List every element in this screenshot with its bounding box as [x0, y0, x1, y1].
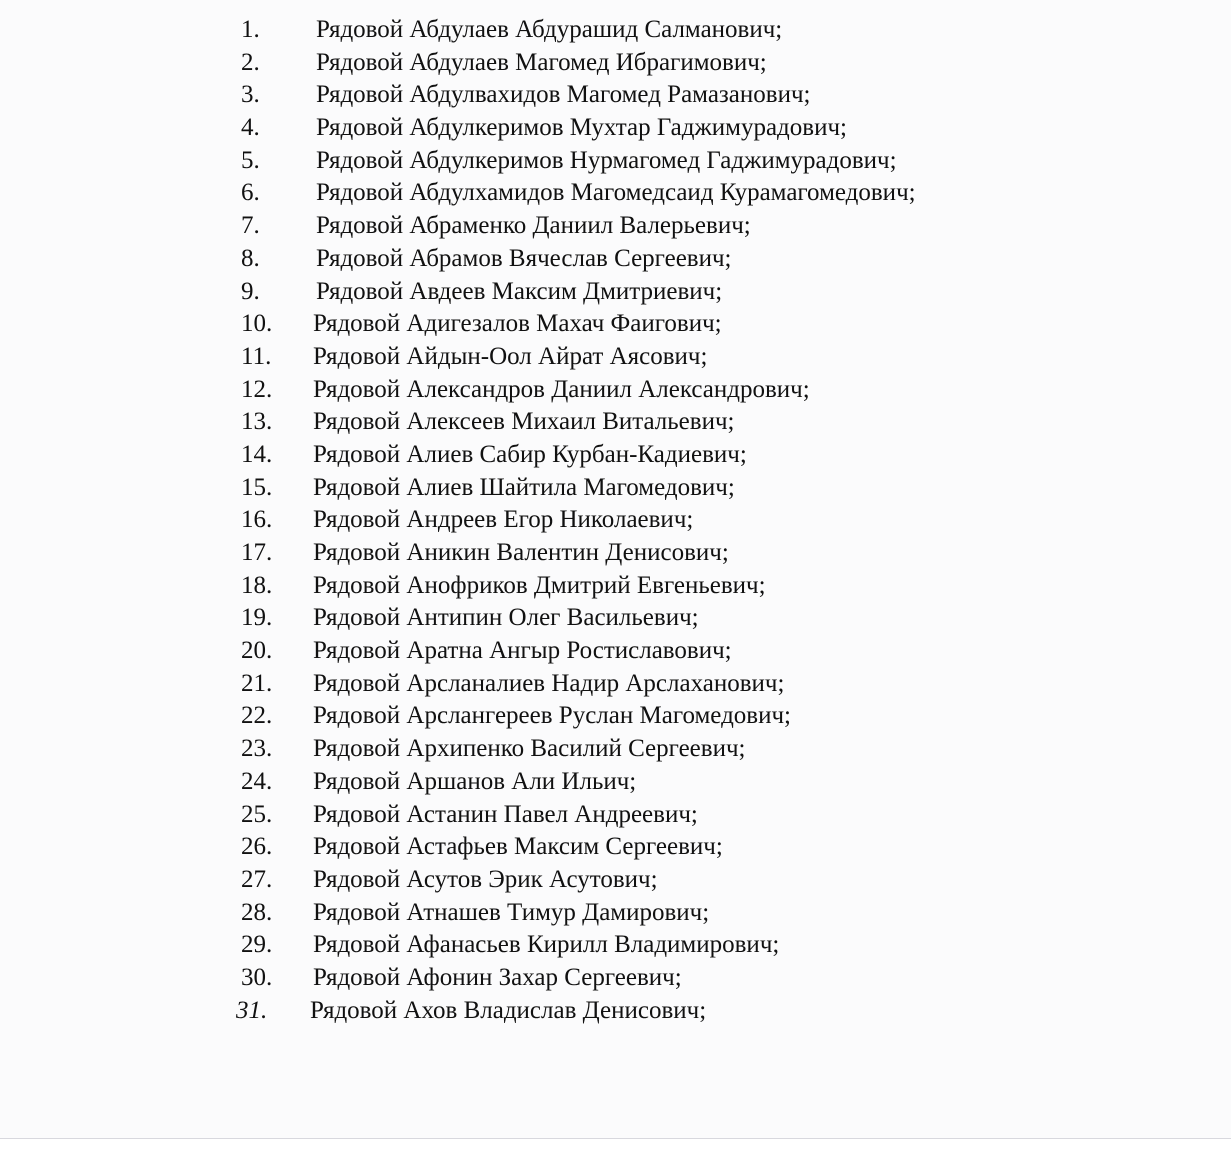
list-item: [0, 831, 1231, 864]
list-item-text: Рядовой Архипенко Василий Сергеевич;: [313, 735, 746, 763]
list-item-text: Рядовой Афонин Захар Сергеевич;: [313, 963, 682, 991]
list-item-number: 20.: [241, 637, 273, 665]
list-item-text: Рядовой Арсланалиев Надир Арслаханович;: [313, 669, 785, 697]
list-item-number: 27.: [241, 865, 273, 893]
list-item: [0, 112, 1231, 145]
list-item-text: Рядовой Абдулхамидов Магомедсаид Курамагомедович;: [316, 179, 916, 207]
list-item-text: Рядовой Алиев Сабир Курбан-Кадиевич;: [313, 440, 747, 468]
list-item-number: 15.: [241, 473, 273, 501]
list-item: [0, 864, 1231, 897]
list-item-number: 2.: [241, 48, 260, 76]
list-item-number: 19.: [241, 604, 273, 632]
list-item-number: 30.: [241, 963, 273, 991]
list-item-number: 5.: [241, 146, 260, 174]
list-item: [0, 602, 1231, 635]
list-item: [0, 243, 1231, 276]
list-item: [0, 799, 1231, 832]
list-item-number: 9.: [241, 277, 260, 305]
list-item-number: 24.: [241, 767, 273, 795]
list-item: [0, 504, 1231, 537]
list-item-text: Рядовой Абдулкеримов Нурмагомед Гаджимурадович;: [316, 146, 897, 174]
list-item-text: Рядовой Антипин Олег Васильевич;: [313, 604, 699, 632]
list-item: [0, 668, 1231, 701]
list-item: [0, 374, 1231, 407]
list-item-text: Рядовой Астафьев Максим Сергеевич;: [313, 833, 723, 861]
list-item-text: Рядовой Александров Даниил Александрович;: [313, 375, 810, 403]
list-item: [0, 276, 1231, 309]
list-item-number: 18.: [241, 571, 273, 599]
list-item-number: 17.: [241, 539, 273, 566]
list-item-number: 26.: [241, 833, 273, 861]
list-item: [0, 14, 1231, 47]
list-item: [0, 995, 1231, 1028]
list-item-number: 6.: [241, 179, 260, 207]
list-item-text: Рядовой Абдулаев Абдурашид Салманович;: [316, 16, 783, 43]
list-item: [0, 341, 1231, 374]
list-item-number: 21.: [241, 669, 273, 697]
list-item: [0, 472, 1231, 505]
list-item: [0, 439, 1231, 472]
list-item-number: 3.: [241, 81, 260, 109]
list-item: [0, 962, 1231, 995]
list-item: [0, 700, 1231, 733]
list-item-text: Рядовой Абдулкеримов Мухтар Гаджимурадович;: [316, 114, 847, 142]
list-item: [0, 929, 1231, 962]
list-item-text: Рядовой Анофриков Дмитрий Евгеньевич;: [313, 571, 766, 599]
list-item-text: Рядовой Абдулвахидов Магомед Рамазанович;: [316, 81, 811, 109]
list-item-text: Рядовой Атнашев Тимур Дамирович;: [313, 898, 710, 926]
list-item-text: Рядовой Асутов Эрик Асутович;: [313, 865, 658, 893]
list-item-text: Рядовой Арслангереев Руслан Магомедович;: [313, 702, 791, 730]
list-item-number: 25.: [241, 800, 273, 828]
list-item: [0, 177, 1231, 210]
list-item: [0, 766, 1231, 799]
list-item-text: Рядовой Айдын-Оол Айрат Аясович;: [313, 342, 708, 370]
list-item-text: Рядовой Астанин Павел Андреевич;: [313, 800, 698, 828]
list-item-number: 23.: [241, 735, 273, 763]
list-item-number: 14.: [241, 440, 273, 468]
list-item: [0, 406, 1231, 439]
list-item-number: 12.: [241, 375, 273, 403]
list-item: [0, 897, 1231, 930]
list-item: [0, 570, 1231, 603]
list-item: [0, 145, 1231, 178]
list-item-text: Рядовой Адигезалов Махач Фаигович;: [313, 310, 722, 338]
list-item-number: 4.: [241, 114, 260, 142]
list-item-number: 10.: [241, 310, 273, 338]
list-item-text: Рядовой Андреев Егор Николаевич;: [313, 506, 694, 534]
list-item: [0, 79, 1231, 112]
list-item-text: Рядовой Аратна Ангыр Ростиславович;: [313, 637, 732, 665]
list-item: [0, 308, 1231, 341]
list-item-number: 31.: [236, 996, 268, 1024]
list-item-number: 22.: [241, 702, 273, 730]
list-item-text: Рядовой Алексеев Михаил Витальевич;: [313, 408, 735, 436]
list-item-number: 29.: [241, 931, 273, 959]
list-item-number: 11.: [241, 342, 272, 370]
list-item-text: Рядовой Авдеев Максим Дмитриевич;: [316, 277, 723, 305]
list-item-text: Рядовой Аникин Валентин Денисович;: [313, 539, 729, 566]
list-item-number: 8.: [241, 244, 260, 272]
list-item-number: 16.: [241, 506, 273, 534]
list-item-text: Рядовой Абрамов Вячеслав Сергеевич;: [316, 244, 732, 272]
list-item: [0, 47, 1231, 80]
list-item-text: Рядовой Абраменко Даниил Валерьевич;: [316, 212, 751, 240]
list-item: [0, 733, 1231, 766]
list-item: [0, 537, 1231, 570]
list-item-number: 28.: [241, 898, 273, 926]
list-item-number: 1.: [241, 16, 260, 43]
list-item-text: Рядовой Ахов Владислав Денисович;: [310, 996, 707, 1024]
list-item-text: Рядовой Абдулаев Магомед Ибрагимович;: [316, 48, 767, 76]
list-item-number: 7.: [241, 212, 260, 240]
list-item-number: 13.: [241, 408, 273, 436]
personnel-list: [0, 14, 1231, 1027]
list-item-text: Рядовой Афанасьев Кирилл Владимирович;: [313, 931, 780, 959]
list-item: [0, 210, 1231, 243]
list-item: [0, 635, 1231, 668]
list-item-text: Рядовой Аршанов Али Ильич;: [313, 767, 637, 795]
list-item-text: Рядовой Алиев Шайтила Магомедович;: [313, 473, 735, 501]
